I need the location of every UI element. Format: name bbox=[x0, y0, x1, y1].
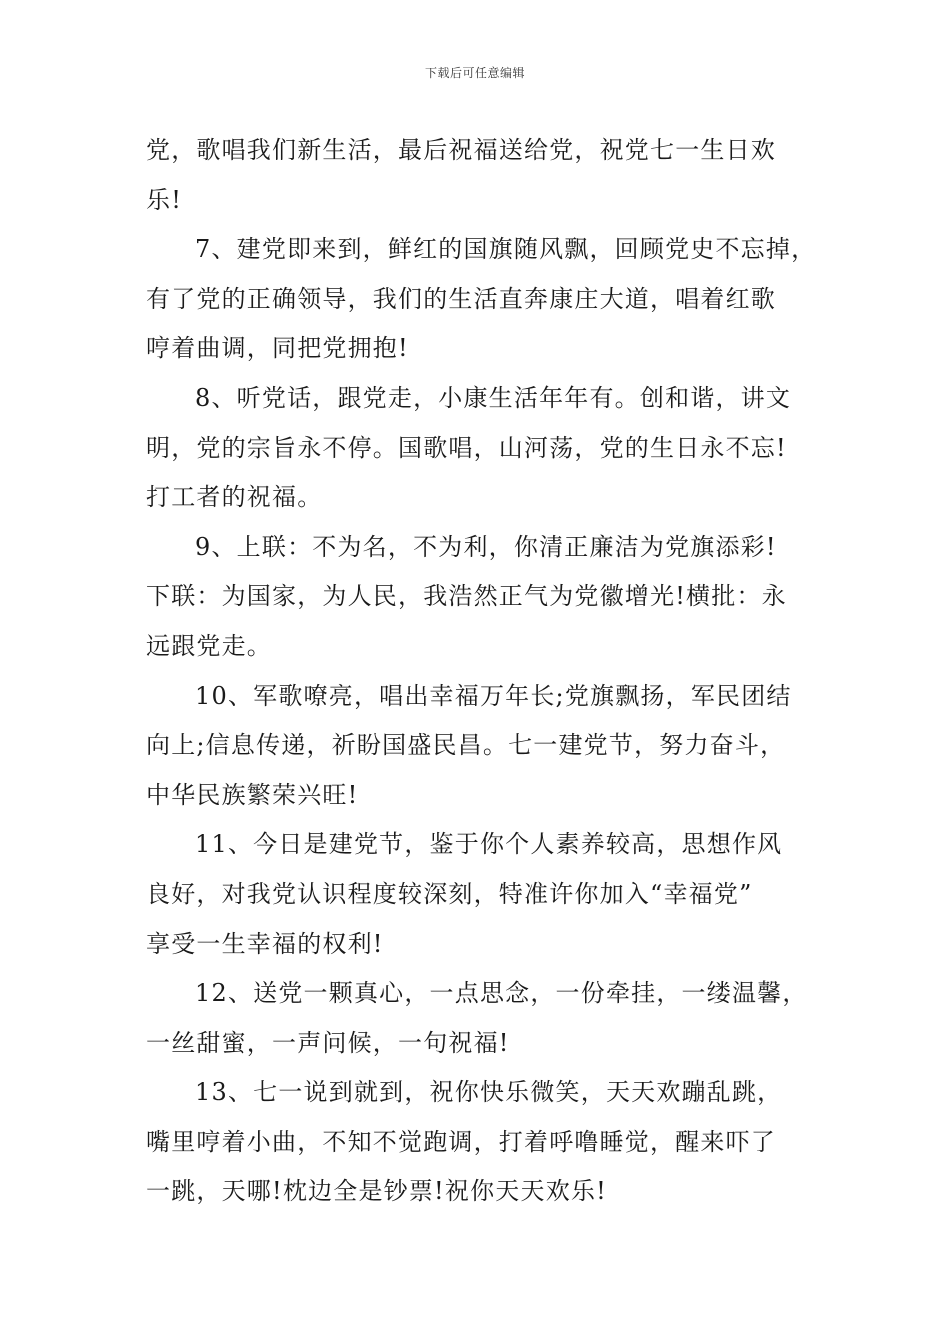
text-line: 8、听党话，跟党走，小康生活年年有。创和谐，讲文 bbox=[195, 383, 792, 412]
text-line: 12、送党一颗真心，一点思念，一份牵挂，一缕温馨， bbox=[195, 979, 808, 1008]
text-line: 党，歌唱我们新生活，最后祝福送给党，祝党七一生日欢 bbox=[146, 136, 776, 164]
paragraph bbox=[146, 225, 826, 374]
text-line: 哼着曲调，同把党拥抱! bbox=[146, 334, 409, 363]
text-line: 10、军歌嘹亮，唱出幸福万年长;党旗飘扬，军民团结 bbox=[195, 681, 792, 710]
text-line: 7、建党即来到，鲜红的国旗随风飘，回顾党史不忘掉， bbox=[195, 235, 817, 264]
text-line: 一丝甜蜜，一声问候，一句祝福! bbox=[146, 1028, 510, 1057]
paragraph bbox=[146, 523, 826, 672]
text-line: 向上;信息传递，祈盼国盛民昌。七一建党节，努力奋斗， bbox=[146, 731, 786, 760]
paragraph bbox=[146, 672, 826, 821]
text-line: 乐! bbox=[146, 185, 183, 214]
document-body bbox=[146, 126, 826, 1217]
text-line: 一跳，天哪!枕边全是钞票!祝你天天欢乐! bbox=[146, 1177, 607, 1206]
text-line: 中华民族繁荣兴旺! bbox=[146, 780, 359, 809]
paragraph bbox=[146, 1068, 826, 1217]
text-line: 有了党的正确领导，我们的生活直奔康庄大道，唱着红歌 bbox=[146, 284, 776, 313]
text-line: 打工者的祝福。 bbox=[146, 483, 323, 512]
paragraph bbox=[146, 374, 826, 523]
text-line: 11、今日是建党节，鉴于你个人素养较高，思想作风 bbox=[195, 830, 783, 859]
text-line: 13、七一说到就到，祝你快乐微笑，天天欢蹦乱跳， bbox=[195, 1078, 783, 1107]
paragraph bbox=[146, 126, 826, 225]
paragraph bbox=[146, 820, 826, 969]
text-line: 9、上联：不为名，不为利，你清正廉洁为党旗添彩! bbox=[195, 532, 777, 561]
paragraph bbox=[146, 969, 826, 1068]
page-header: 下载后可任意编辑 bbox=[424, 66, 525, 80]
text-line: 下联：为国家，为人民，我浩然正气为党徽增光!横批：永 bbox=[146, 582, 787, 611]
text-line: 享受一生幸福的权利! bbox=[146, 929, 384, 958]
text-line: 明，党的宗旨永不停。国歌唱，山河荡，党的生日永不忘! bbox=[146, 433, 787, 462]
text-line: 良好，对我党认识程度较深刻，特准许你加入“幸福党” bbox=[146, 879, 753, 908]
text-line: 嘴里哼着小曲，不知不觉跑调，打着呼噜睡觉，醒来吓了 bbox=[146, 1127, 776, 1156]
text-line: 远跟党走。 bbox=[146, 631, 272, 660]
